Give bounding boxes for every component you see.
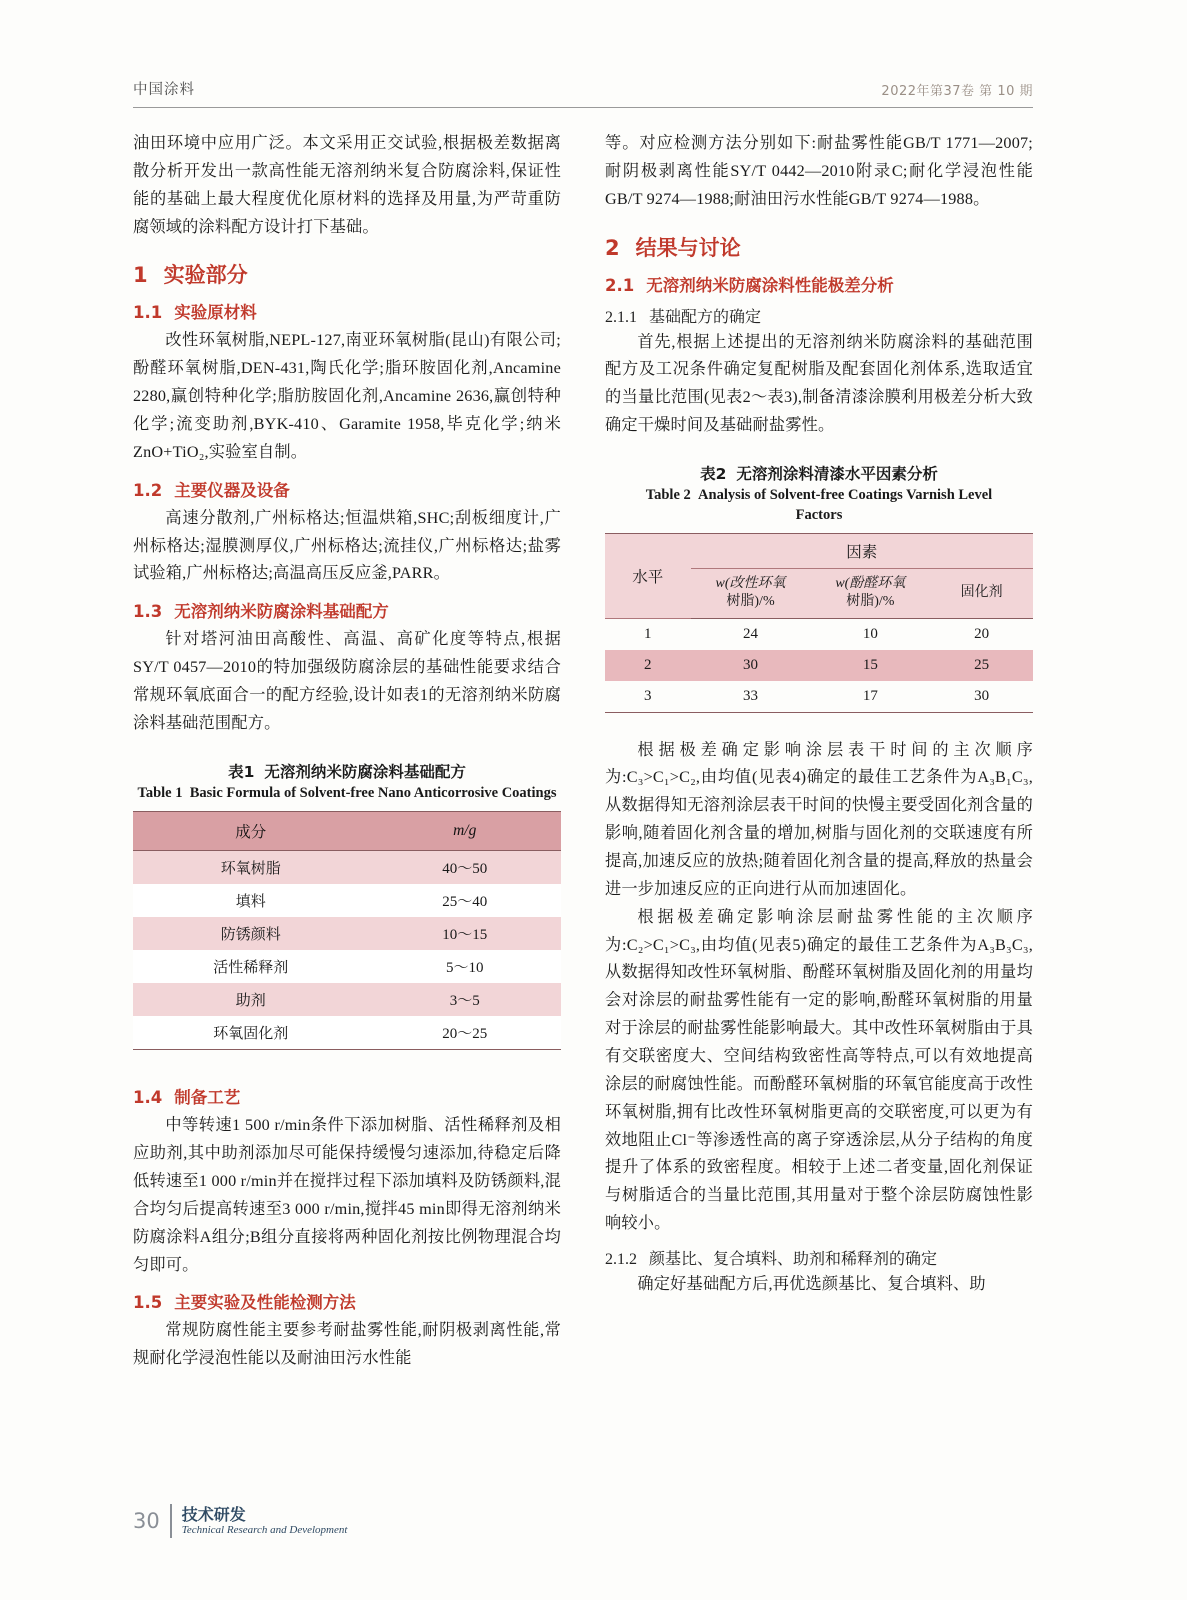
table-row — [133, 884, 561, 917]
table-2-header-phenolic-epoxy-line2: 树脂)/% — [846, 594, 895, 610]
cell-mass: 20～25 — [368, 1016, 561, 1050]
table-1-title-cn: 无溶剂纳米防腐涂料基础配方 — [264, 762, 466, 781]
table-1-header-component: 成分 — [133, 812, 368, 851]
table-2-header-modified-epoxy — [691, 569, 811, 618]
footer-label-en: Technical Research and Development — [181, 1523, 348, 1536]
footer-label-cn: 技术研发 — [181, 1505, 246, 1525]
heading-section-1-5 — [133, 1289, 561, 1313]
table-1-caption-cn — [133, 760, 561, 782]
cell-mass: 10～15 — [442, 927, 488, 944]
cell-mass: 3～5 — [449, 993, 480, 1010]
cell-mass: 5～10 — [445, 960, 484, 977]
heading-section-1-title: 实验部分 — [163, 263, 248, 288]
heading-section-1-1-title: 实验原材料 — [174, 303, 257, 323]
heading-section-2-number: 2 — [605, 235, 620, 260]
table-row — [133, 1016, 561, 1050]
cell-mass: 25～40 — [442, 894, 488, 911]
table-2-header-modified-epoxy-line2: 树脂)/% — [726, 594, 775, 610]
heading-section-1-1 — [133, 299, 561, 323]
cell-level: 2 — [644, 656, 652, 673]
paragraph-2-1-1: 首先,根据上述提出的无溶剂纳米防腐涂料的基础范围配方及工况条件确定复配树脂及配套固化剂体系,选取适宜的当量比范围(见表2～表3),制备清漆涂膜利用极差分析大致确定干燥时间及基础耐盐雾性。 — [605, 332, 1033, 435]
table-row — [133, 851, 561, 885]
heading-section-2-1-2-number: 2.1.2 — [605, 1250, 637, 1268]
table-row — [133, 950, 561, 983]
table-2-title-en-line2: Factors — [795, 506, 843, 523]
cell-component: 环氧固化剂 — [133, 1016, 368, 1050]
issue-info: 2022年第37卷 第 10 期 — [881, 84, 1033, 99]
paragraph-1-3: 针对塔河油田高酸性、高温、高矿化度等特点,根据SY/T 0457—2010的特加强级防腐涂层的基础性能要求结合常规环氧底面合一的配方经验,设计如表1的无溶剂纳米防腐涂料基础范围配方。 — [133, 630, 561, 732]
journal-name: 中国涂料 — [133, 82, 195, 98]
table-row — [605, 650, 1033, 681]
table-2-number-en: Table 2 — [645, 487, 691, 504]
left-column — [133, 130, 561, 1373]
table-2 — [605, 533, 1033, 712]
paragraph-1-2: 高速分散剂,广州标格达;恒温烘箱,SHC;刮板细度计,广州标格达;湿膜测厚仪,广州标格达;流挂仪,广州标格达;盐雾试验箱,广州标格达;高温高压反应釜,PARR。 — [133, 508, 561, 583]
paragraph-1-4: 中等转速1 500 r/min条件下添加树脂、活性稀释剂及相应助剂,其中助剂添加尽可能保持缓慢匀速添加,待稳定后降低转速至1 000 r/min并在搅拌过程下添加填料及防锈颜料,混合均匀后提高转速至3 000 r/min,搅拌45 min即得无溶剂纳米防腐涂料A组分;B组分直接将两种固化剂按比例物理混合均匀即可。 — [133, 1116, 561, 1274]
cell-modified-epoxy: 33 — [743, 687, 758, 704]
heading-section-1-1-number: 1.1 — [133, 303, 163, 323]
heading-section-1-4 — [133, 1084, 561, 1108]
paragraph-continued-left: 油田环境中应用广泛。本文采用正交试验,根据极差数据离散分析开发出一款高性能无溶剂纳米复合防腐涂料,保证性能的基础上最大程度优化原材料的选择及用量,为严苛重防腐领域的涂料配方设计打下基础。 — [133, 134, 561, 236]
cell-curing-agent: 20 — [974, 625, 990, 642]
heading-section-2-1-title: 无溶剂纳米防腐涂料性能极差分析 — [646, 275, 894, 295]
table-row — [133, 917, 561, 950]
cell-component: 活性稀释剂 — [213, 960, 289, 977]
table-2-title-en-line1: Analysis of Solvent-free Coatings Varnish Level — [698, 487, 993, 504]
heading-section-1-2 — [133, 477, 561, 501]
heading-section-2 — [605, 232, 1033, 262]
table-2-header-modified-epoxy-line1: w(改性环氧 — [715, 576, 786, 592]
heading-section-1-4-number: 1.4 — [133, 1088, 163, 1108]
heading-section-2-1-2-title: 颜基比、复合填料、助剂和稀释剂的确定 — [649, 1250, 938, 1268]
table-1-body — [133, 851, 561, 1050]
table-1-head — [133, 812, 561, 851]
heading-section-2-1-1-number: 2.1.1 — [605, 308, 637, 326]
table-2-caption-cn — [605, 462, 1033, 484]
page-number: 30 — [133, 1509, 160, 1533]
page-footer — [133, 1504, 347, 1538]
heading-section-1-3-title: 无溶剂纳米防腐涂料基础配方 — [174, 602, 389, 622]
paragraph-1-1: 改性环氧树脂,NEPL-127,南亚环氧树脂(昆山)有限公司;酚醛环氧树脂,DEN-431,陶氏化学;脂环胺固化剂,Ancamine 2280,赢创特种化学;脂肪胺固化剂,Ancamine 2636,赢创特种化学;流变助剂,BYK-410、Garamite 1958,毕克化学;纳米ZnO+TiO₂,实验室自制。 — [133, 331, 561, 461]
cell-component: 填料 — [235, 894, 266, 911]
table-2-header-level: 水平 — [605, 534, 691, 618]
table-2-number-cn: 表2 — [700, 465, 727, 484]
cell-level: 1 — [644, 625, 652, 642]
heading-section-2-1-2 — [605, 1246, 1033, 1269]
page-content — [133, 78, 1033, 1373]
heading-section-2-1-1-title: 基础配方的确定 — [649, 308, 762, 326]
table-row — [605, 681, 1033, 713]
table-1-title-en: Basic Formula of Solvent-free Nano Anticorrosive Coatings — [189, 784, 557, 801]
table-2-header-curing-agent: 固化剂 — [930, 569, 1033, 618]
heading-section-1 — [133, 259, 561, 289]
footer-label — [182, 1506, 348, 1536]
cell-curing-agent: 30 — [974, 687, 990, 704]
paragraph-2-1-2: 确定好基础配方后,再优选颜基比、复合填料、助 — [637, 1274, 986, 1293]
table-2-title-cn: 无溶剂涂料清漆水平因素分析 — [736, 465, 938, 484]
table-2-header-phenolic-epoxy-line1: w(酚醛环氧 — [835, 576, 906, 592]
cell-curing-agent: 25 — [974, 656, 990, 673]
table-1 — [133, 811, 561, 1050]
table-1-number-en: Table 1 — [137, 784, 183, 801]
table-1-number-cn: 表1 — [228, 762, 255, 781]
table-2-header-phenolic-epoxy — [810, 569, 930, 618]
paragraph-1-5: 常规防腐性能主要参考耐盐雾性能,耐阴极剥离性能,常规耐化学浸泡性能以及耐油田污水性能 — [133, 1321, 561, 1368]
cell-modified-epoxy: 30 — [743, 656, 758, 673]
heading-section-2-1-number: 2.1 — [605, 275, 635, 295]
paragraph-ranking-dry-time: 根据极差确定影响涂层表干时间的主次顺序为:C₃>C₁>C₂,由均值(见表4)确定的最佳工艺条件为A₃B₁C₃,从数据得知无溶剂涂层表干时间的快慢主要受固化剂含量的影响,随着固化剂含量的增加,树脂与固化剂的交联速度有所提高,加速反应的放热;随着固化剂含量的提高,释放的热量会进一步加速反应的正向进行从而加速固化。 — [605, 740, 1033, 898]
cell-phenolic-epoxy: 10 — [862, 625, 878, 642]
table-2-header-factors: 因素 — [691, 534, 1033, 569]
cell-mass: 40～50 — [442, 861, 488, 878]
paragraph-ranking-salt-spray: 根据极差确定影响涂层耐盐雾性能的主次顺序为:C₂>C₁>C₃,由均值(见表5)确定的最佳工艺条件为A₃B₃C₃,从数据得知改性环氧树脂、酚醛环氧树脂及固化剂的用量均会对涂层的耐盐雾性能有一定的影响,酚醛环氧树脂的用量对于涂层的耐盐雾性能影响最大。其中改性环氧树脂由于具有交联密度大、空间结构致密性高等特点,可以有效地提高涂层的耐腐蚀性能。而酚醛环氧树脂的环氧官能度高于改性环氧树脂,拥有比改性环氧树脂更高的交联密度,可以更为有效地阻止Cl⁻等渗透性高的离子穿透涂层,从分子结构的角度提升了体系的致密程度。相较于上述二者变量,固化剂保证与树脂适合的当量比范围,其用量对于整个涂层防腐蚀性影响较小。 — [605, 907, 1033, 1233]
table-2-caption-en — [605, 486, 1033, 525]
footer-divider — [170, 1504, 172, 1538]
table-1-block — [133, 760, 561, 1051]
cell-component: 防锈颜料 — [220, 927, 281, 944]
heading-section-2-1-1 — [605, 304, 1033, 327]
page-header — [133, 78, 1033, 108]
heading-section-1-5-title: 主要实验及性能检测方法 — [174, 1293, 356, 1313]
table-1-header-mass: m/g — [368, 812, 561, 851]
table-1-caption-en — [133, 784, 561, 804]
spacer — [605, 727, 1033, 737]
cell-phenolic-epoxy: 15 — [862, 656, 878, 673]
paragraph-continued-right: 等。对应检测方法分别如下:耐盐雾性能GB/T 1771—2007;耐阴极剥离性能SY/T 0442—2010附录C;耐化学浸泡性能GB/T 9274—1988;耐油田污水性能GB/T 9274—1988。 — [605, 134, 1033, 208]
table-2-group-header-row — [605, 534, 1033, 569]
table-2-block — [605, 462, 1033, 713]
heading-section-1-4-title: 制备工艺 — [174, 1088, 241, 1108]
two-column-body — [133, 130, 1033, 1373]
spacer — [133, 1064, 561, 1074]
heading-section-1-2-title: 主要仪器及设备 — [174, 480, 290, 500]
cell-component: 助剂 — [235, 993, 266, 1010]
heading-section-1-3 — [133, 598, 561, 622]
right-column — [605, 130, 1033, 1373]
cell-level: 3 — [644, 687, 652, 704]
table-row — [133, 983, 561, 1016]
table-2-body — [605, 618, 1033, 712]
heading-section-1-number: 1 — [133, 263, 148, 288]
heading-section-1-5-number: 1.5 — [133, 1293, 163, 1313]
cell-phenolic-epoxy: 17 — [862, 687, 878, 704]
table-2-head — [605, 534, 1033, 618]
cell-component: 环氧树脂 — [220, 861, 281, 878]
table-1-header-row — [133, 812, 561, 851]
cell-modified-epoxy: 24 — [743, 625, 758, 642]
table-row — [605, 618, 1033, 650]
heading-section-2-title: 结果与讨论 — [635, 235, 741, 260]
heading-section-1-3-number: 1.3 — [133, 602, 163, 622]
heading-section-1-2-number: 1.2 — [133, 480, 163, 500]
heading-section-2-1 — [605, 272, 1033, 296]
